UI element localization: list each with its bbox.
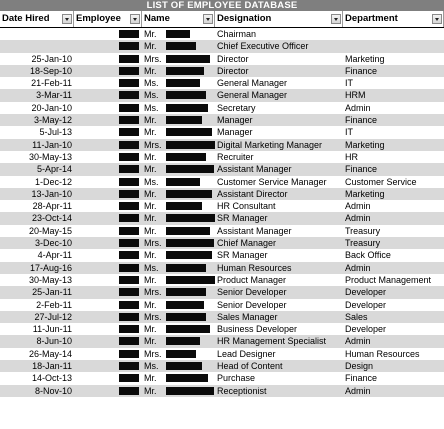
redaction-block bbox=[166, 288, 206, 296]
name-cell[interactable] bbox=[142, 139, 215, 151]
redaction-block bbox=[119, 104, 139, 112]
header-name-label: Name bbox=[144, 13, 170, 24]
table-header-row bbox=[0, 11, 444, 28]
name-cell[interactable] bbox=[142, 360, 215, 372]
department-cell[interactable]: IT bbox=[345, 78, 353, 89]
department-cell[interactable]: Back Office bbox=[345, 250, 391, 261]
redaction-block bbox=[119, 387, 139, 395]
header-date-hired bbox=[0, 11, 74, 27]
table-row[interactable] bbox=[0, 188, 444, 200]
redaction-block bbox=[166, 79, 200, 87]
redaction-block bbox=[166, 42, 196, 50]
department-cell[interactable]: Admin bbox=[345, 102, 371, 113]
name-title: Mr. bbox=[144, 164, 157, 175]
date-hired-cell[interactable]: 30-May-13 bbox=[28, 151, 72, 162]
table-row[interactable] bbox=[0, 139, 444, 151]
table-row[interactable] bbox=[0, 335, 444, 347]
designation-cell[interactable]: Director bbox=[217, 53, 249, 64]
redaction-block bbox=[119, 227, 139, 235]
name-cell[interactable] bbox=[142, 237, 215, 249]
table-row[interactable] bbox=[0, 348, 444, 360]
date-hired-cell[interactable]: 26-May-14 bbox=[28, 348, 72, 359]
employee-id-cell[interactable] bbox=[74, 286, 142, 298]
date-hired-cell[interactable]: 5-Apr-14 bbox=[36, 164, 72, 175]
name-cell[interactable] bbox=[142, 163, 215, 175]
redaction-block bbox=[166, 276, 215, 284]
department-cell[interactable]: Admin bbox=[345, 336, 371, 347]
designation-cell[interactable]: SR Manager bbox=[217, 250, 268, 261]
redaction-block bbox=[166, 190, 212, 198]
department-cell[interactable]: IT bbox=[345, 127, 353, 138]
designation-cell[interactable]: Purchase bbox=[217, 373, 256, 384]
employee-id-cell[interactable] bbox=[74, 89, 142, 101]
redaction-block bbox=[119, 264, 139, 272]
redaction-block bbox=[166, 67, 204, 75]
redaction-block bbox=[119, 362, 139, 370]
table-row[interactable] bbox=[0, 249, 444, 261]
employee-id-cell[interactable] bbox=[74, 151, 142, 163]
employee-id-cell[interactable] bbox=[74, 237, 142, 249]
name-cell[interactable] bbox=[142, 385, 215, 397]
designation-cell[interactable]: Business Developer bbox=[217, 324, 298, 335]
name-cell[interactable] bbox=[142, 212, 215, 224]
name-cell[interactable] bbox=[142, 188, 215, 200]
redaction-block bbox=[119, 128, 139, 136]
redaction-block bbox=[166, 301, 204, 309]
department-cell[interactable]: HR bbox=[345, 151, 358, 162]
designation-cell[interactable]: General Manager bbox=[217, 90, 288, 101]
redaction-block bbox=[166, 214, 215, 222]
employee-id-cell[interactable] bbox=[74, 188, 142, 200]
name-title: Mr. bbox=[144, 151, 157, 162]
date-hired-cell[interactable]: 20-May-15 bbox=[28, 225, 72, 236]
redaction-block bbox=[166, 313, 206, 321]
header-department-label: Department bbox=[345, 13, 398, 24]
date-hired-cell[interactable]: 27-Jul-12 bbox=[34, 311, 72, 322]
date-hired-cell[interactable]: 3-Mar-11 bbox=[36, 90, 72, 101]
name-title: Mrs. bbox=[144, 238, 162, 249]
table-row[interactable] bbox=[0, 323, 444, 335]
department-cell[interactable]: Sales bbox=[345, 311, 368, 322]
name-title: Mrs. bbox=[144, 53, 162, 64]
name-title: Mr. bbox=[144, 188, 157, 199]
designation-cell[interactable]: Chief Executive Officer bbox=[217, 41, 309, 52]
name-cell[interactable] bbox=[142, 151, 215, 163]
table-row[interactable] bbox=[0, 114, 444, 126]
employee-id-cell[interactable] bbox=[74, 126, 142, 138]
name-cell[interactable] bbox=[142, 262, 215, 274]
redaction-block bbox=[119, 190, 139, 198]
date-hired-cell[interactable]: 17-Aug-16 bbox=[29, 262, 72, 273]
employee-id-cell[interactable] bbox=[74, 102, 142, 114]
sheet-title: LIST OF EMPLOYEE DATABASE bbox=[0, 0, 444, 11]
table-body bbox=[0, 28, 444, 397]
department-cell[interactable]: Finance bbox=[345, 373, 378, 384]
name-cell[interactable] bbox=[142, 372, 215, 384]
designation-cell[interactable]: Director bbox=[217, 65, 249, 76]
employee-id-cell[interactable] bbox=[74, 299, 142, 311]
name-title: Mr. bbox=[144, 127, 157, 138]
date-hired-cell[interactable]: 23-Oct-14 bbox=[31, 213, 72, 224]
date-hired-cell[interactable]: 3-Dec-10 bbox=[34, 238, 72, 249]
department-cell[interactable]: Marketing bbox=[345, 53, 385, 64]
department-cell[interactable]: HRM bbox=[345, 90, 366, 101]
designation-cell[interactable]: General Manager bbox=[217, 78, 288, 89]
redaction-block bbox=[166, 227, 210, 235]
redaction-block bbox=[166, 128, 212, 136]
date-hired-cell[interactable]: 5-Jul-13 bbox=[39, 127, 72, 138]
name-title: Ms. bbox=[144, 102, 159, 113]
name-title: Mrs. bbox=[144, 348, 162, 359]
department-cell[interactable]: Design bbox=[345, 361, 374, 372]
designation-cell[interactable]: Lead Designer bbox=[217, 348, 276, 359]
table-row[interactable] bbox=[0, 89, 444, 101]
date-hired-cell[interactable]: 28-Apr-11 bbox=[32, 201, 72, 212]
date-hired-cell[interactable]: 11-Jun-11 bbox=[32, 324, 72, 335]
table-row[interactable] bbox=[0, 40, 444, 52]
redaction-block bbox=[119, 251, 139, 259]
employee-id-cell[interactable] bbox=[74, 176, 142, 188]
redaction-block bbox=[119, 313, 139, 321]
name-cell[interactable] bbox=[142, 176, 215, 188]
department-cell[interactable]: Customer Service bbox=[345, 176, 417, 187]
designation-cell[interactable]: Customer Service Manager bbox=[217, 176, 327, 187]
name-title: Mr. bbox=[144, 213, 157, 224]
department-cell[interactable]: Admin bbox=[345, 385, 371, 396]
name-title: Mr. bbox=[144, 115, 157, 126]
designation-cell[interactable]: Manager bbox=[217, 115, 253, 126]
employee-id-cell[interactable] bbox=[74, 360, 142, 372]
date-hired-cell[interactable] bbox=[0, 28, 74, 40]
redaction-block bbox=[119, 91, 139, 99]
redaction-block bbox=[166, 141, 215, 149]
date-hired-cell[interactable]: 14-Oct-13 bbox=[31, 373, 72, 384]
redaction-block bbox=[119, 67, 139, 75]
date-hired-cell[interactable]: 8-Jun-10 bbox=[36, 336, 72, 347]
date-hired-cell[interactable]: 25-Jan-10 bbox=[31, 53, 72, 64]
designation-cell[interactable]: HR Management Specialist bbox=[217, 336, 327, 347]
designation-cell[interactable]: Recruiter bbox=[217, 151, 254, 162]
redaction-block bbox=[119, 153, 139, 161]
department-cell[interactable]: Developer bbox=[345, 299, 387, 310]
name-title: Mr. bbox=[144, 385, 157, 396]
date-hired-cell[interactable]: 4-Apr-11 bbox=[37, 250, 72, 261]
designation-cell[interactable]: Receptionist bbox=[217, 385, 267, 396]
name-title: Mr. bbox=[144, 324, 157, 335]
department-cell[interactable] bbox=[343, 40, 444, 52]
employee-id-cell[interactable] bbox=[74, 40, 142, 52]
department-cell[interactable]: Finance bbox=[345, 115, 378, 126]
header-date-hired-label: Date Hired bbox=[2, 13, 50, 24]
name-title: Mr. bbox=[144, 225, 157, 236]
header-designation-label: Designation bbox=[217, 13, 272, 24]
designation-cell[interactable]: Sales Manager bbox=[217, 311, 278, 322]
name-cell[interactable] bbox=[142, 77, 215, 89]
department-cell[interactable]: Treasury bbox=[345, 225, 381, 236]
name-cell[interactable] bbox=[142, 53, 215, 65]
table-row[interactable] bbox=[0, 126, 444, 138]
name-cell[interactable] bbox=[142, 286, 215, 298]
table-row[interactable] bbox=[0, 237, 444, 249]
redaction-block bbox=[119, 42, 139, 50]
name-title: Mr. bbox=[144, 299, 157, 310]
filter-dropdown-icon[interactable] bbox=[432, 14, 442, 24]
redaction-block bbox=[166, 104, 208, 112]
redaction-block bbox=[119, 350, 139, 358]
designation-cell[interactable]: Senior Developer bbox=[217, 287, 287, 298]
name-cell[interactable] bbox=[142, 311, 215, 323]
redaction-block bbox=[166, 55, 210, 63]
table-row[interactable] bbox=[0, 274, 444, 286]
employee-id-cell[interactable] bbox=[74, 65, 142, 77]
redaction-block bbox=[166, 239, 214, 247]
filter-dropdown-icon[interactable] bbox=[130, 14, 140, 24]
name-cell[interactable] bbox=[142, 65, 215, 77]
department-cell[interactable]: Marketing bbox=[345, 188, 385, 199]
employee-id-cell[interactable] bbox=[74, 335, 142, 347]
employee-id-cell[interactable] bbox=[74, 348, 142, 360]
redaction-block bbox=[166, 30, 190, 38]
header-employee bbox=[74, 11, 142, 27]
department-cell[interactable]: Marketing bbox=[345, 139, 385, 150]
name-title: Mr. bbox=[144, 373, 157, 384]
name-title: Mr. bbox=[144, 65, 157, 76]
designation-cell[interactable]: Product Manager bbox=[217, 274, 287, 285]
employee-id-cell[interactable] bbox=[74, 249, 142, 261]
redaction-block bbox=[166, 251, 212, 259]
table-row[interactable] bbox=[0, 53, 444, 65]
department-cell[interactable]: Product Management bbox=[345, 274, 432, 285]
designation-cell[interactable]: Manager bbox=[217, 127, 253, 138]
employee-id-cell[interactable] bbox=[74, 53, 142, 65]
redaction-block bbox=[119, 79, 139, 87]
department-cell[interactable]: Finance bbox=[345, 164, 378, 175]
table-row[interactable] bbox=[0, 176, 444, 188]
employee-id-cell[interactable] bbox=[74, 28, 142, 40]
redaction-block bbox=[119, 30, 139, 38]
redaction-block bbox=[119, 239, 139, 247]
name-title: Ms. bbox=[144, 176, 159, 187]
table-row[interactable] bbox=[0, 28, 444, 40]
redaction-block bbox=[166, 350, 196, 358]
department-cell[interactable]: Admin bbox=[345, 262, 371, 273]
date-hired-cell[interactable]: 1-Dec-12 bbox=[34, 176, 72, 187]
date-hired-cell[interactable] bbox=[0, 40, 74, 52]
department-cell[interactable] bbox=[343, 28, 444, 40]
designation-cell[interactable]: Assistant Director bbox=[217, 188, 288, 199]
name-cell[interactable] bbox=[142, 28, 215, 40]
department-cell[interactable]: Human Resources bbox=[345, 348, 420, 359]
table-row[interactable] bbox=[0, 286, 444, 298]
redaction-block bbox=[119, 301, 139, 309]
name-cell[interactable] bbox=[142, 249, 215, 261]
table-row[interactable] bbox=[0, 163, 444, 175]
redaction-block bbox=[119, 288, 139, 296]
name-cell[interactable] bbox=[142, 126, 215, 138]
department-cell[interactable]: Treasury bbox=[345, 238, 381, 249]
employee-id-cell[interactable] bbox=[74, 77, 142, 89]
table-row[interactable] bbox=[0, 151, 444, 163]
redaction-block bbox=[119, 276, 139, 284]
table-row[interactable] bbox=[0, 299, 444, 311]
redaction-block bbox=[119, 325, 139, 333]
name-cell[interactable] bbox=[142, 323, 215, 335]
date-hired-cell[interactable]: 11-Jan-10 bbox=[32, 139, 72, 150]
date-hired-cell[interactable]: 2-Feb-11 bbox=[36, 299, 72, 310]
redaction-block bbox=[119, 202, 139, 210]
header-designation bbox=[215, 11, 343, 27]
table-row[interactable] bbox=[0, 200, 444, 212]
designation-cell[interactable]: Digital Marketing Manager bbox=[217, 139, 323, 150]
date-hired-cell[interactable]: 3-May-12 bbox=[33, 115, 72, 126]
name-title: Mrs. bbox=[144, 311, 162, 322]
date-hired-cell[interactable]: 18-Sep-10 bbox=[29, 65, 72, 76]
name-cell[interactable] bbox=[142, 102, 215, 114]
filter-dropdown-icon[interactable] bbox=[62, 14, 72, 24]
employee-id-cell[interactable] bbox=[74, 262, 142, 274]
name-title: Mr. bbox=[144, 29, 157, 39]
employee-id-cell[interactable] bbox=[74, 200, 142, 212]
employee-id-cell[interactable] bbox=[74, 139, 142, 151]
table-row[interactable] bbox=[0, 311, 444, 323]
redaction-block bbox=[119, 178, 139, 186]
date-hired-cell[interactable]: 25-Jan-11 bbox=[32, 287, 72, 298]
designation-cell[interactable]: Senior Developer bbox=[217, 299, 287, 310]
redaction-block bbox=[119, 141, 139, 149]
date-hired-cell[interactable]: 18-Jan-11 bbox=[32, 361, 72, 372]
designation-cell[interactable]: Human Resources bbox=[217, 262, 292, 273]
redaction-block bbox=[166, 91, 206, 99]
department-cell[interactable]: Admin bbox=[345, 201, 371, 212]
redaction-block bbox=[119, 165, 139, 173]
employee-id-cell[interactable] bbox=[74, 323, 142, 335]
designation-cell[interactable]: Secretary bbox=[217, 102, 256, 113]
redaction-block bbox=[166, 387, 214, 395]
redaction-block bbox=[166, 202, 202, 210]
employee-id-cell[interactable] bbox=[74, 274, 142, 286]
employee-id-cell[interactable] bbox=[74, 163, 142, 175]
name-cell[interactable] bbox=[142, 89, 215, 101]
designation-cell[interactable]: Assistant Manager bbox=[217, 225, 292, 236]
header-department bbox=[343, 11, 444, 27]
redaction-block bbox=[119, 337, 139, 345]
redaction-block bbox=[166, 374, 208, 382]
filter-dropdown-icon[interactable] bbox=[331, 14, 341, 24]
name-cell[interactable] bbox=[142, 274, 215, 286]
table-row[interactable] bbox=[0, 385, 444, 397]
redaction-block bbox=[119, 374, 139, 382]
table-row[interactable] bbox=[0, 212, 444, 224]
designation-cell[interactable]: SR Manager bbox=[217, 213, 268, 224]
name-title: Mr. bbox=[144, 250, 157, 261]
employee-id-cell[interactable] bbox=[74, 385, 142, 397]
date-hired-cell[interactable]: 8-Nov-10 bbox=[34, 385, 72, 396]
redaction-block bbox=[166, 337, 200, 345]
name-cell[interactable] bbox=[142, 40, 215, 52]
redaction-block bbox=[166, 362, 202, 370]
redaction-block bbox=[119, 116, 139, 124]
department-cell[interactable]: Developer bbox=[345, 287, 387, 298]
table-row[interactable] bbox=[0, 225, 444, 237]
name-title: Ms. bbox=[144, 262, 159, 273]
name-cell[interactable] bbox=[142, 114, 215, 126]
employee-id-cell[interactable] bbox=[74, 311, 142, 323]
table-row[interactable] bbox=[0, 372, 444, 384]
redaction-block bbox=[166, 165, 214, 173]
table-row[interactable] bbox=[0, 360, 444, 372]
name-title: Mrs. bbox=[144, 287, 162, 298]
employee-id-cell[interactable] bbox=[74, 225, 142, 237]
redaction-block bbox=[166, 178, 200, 186]
date-hired-cell[interactable]: 20-Jan-10 bbox=[31, 102, 72, 113]
date-hired-cell[interactable]: 13-Jan-10 bbox=[31, 188, 72, 199]
name-title: Mr. bbox=[144, 41, 157, 52]
name-cell[interactable] bbox=[142, 335, 215, 347]
table-row[interactable] bbox=[0, 65, 444, 77]
name-title: Mrs. bbox=[144, 139, 162, 150]
header-name bbox=[142, 11, 215, 27]
table-row[interactable] bbox=[0, 262, 444, 274]
name-cell[interactable] bbox=[142, 225, 215, 237]
designation-cell[interactable]: Assistant Manager bbox=[217, 164, 292, 175]
name-title: Mr. bbox=[144, 336, 157, 347]
designation-cell[interactable]: Head of Content bbox=[217, 361, 283, 372]
employee-id-cell[interactable] bbox=[74, 114, 142, 126]
redaction-block bbox=[166, 325, 210, 333]
date-hired-cell[interactable]: 30-May-13 bbox=[28, 274, 72, 285]
name-cell[interactable] bbox=[142, 200, 215, 212]
redaction-block bbox=[166, 153, 206, 161]
redaction-block bbox=[166, 264, 206, 272]
table-row[interactable] bbox=[0, 102, 444, 114]
employee-id-cell[interactable] bbox=[74, 212, 142, 224]
name-title: Ms. bbox=[144, 78, 159, 89]
department-cell[interactable]: Admin bbox=[345, 213, 371, 224]
redaction-block bbox=[166, 116, 202, 124]
employee-id-cell[interactable] bbox=[74, 372, 142, 384]
designation-cell[interactable]: Chief Manager bbox=[217, 238, 277, 249]
designation-cell[interactable]: HR Consultant bbox=[217, 201, 276, 212]
designation-cell[interactable]: Chairman bbox=[217, 29, 257, 39]
redaction-block bbox=[119, 55, 139, 63]
department-cell[interactable]: Developer bbox=[345, 324, 387, 335]
name-title: Ms. bbox=[144, 90, 159, 101]
department-cell[interactable]: Finance bbox=[345, 65, 378, 76]
name-cell[interactable] bbox=[142, 348, 215, 360]
name-title: Ms. bbox=[144, 361, 159, 372]
name-cell[interactable] bbox=[142, 299, 215, 311]
name-title: Mr. bbox=[144, 274, 157, 285]
header-employee-label: Employee bbox=[76, 13, 121, 24]
date-hired-cell[interactable]: 21-Feb-11 bbox=[31, 78, 72, 89]
table-row[interactable] bbox=[0, 77, 444, 89]
redaction-block bbox=[119, 214, 139, 222]
filter-dropdown-icon[interactable] bbox=[203, 14, 213, 24]
name-title: Mr. bbox=[144, 201, 157, 212]
